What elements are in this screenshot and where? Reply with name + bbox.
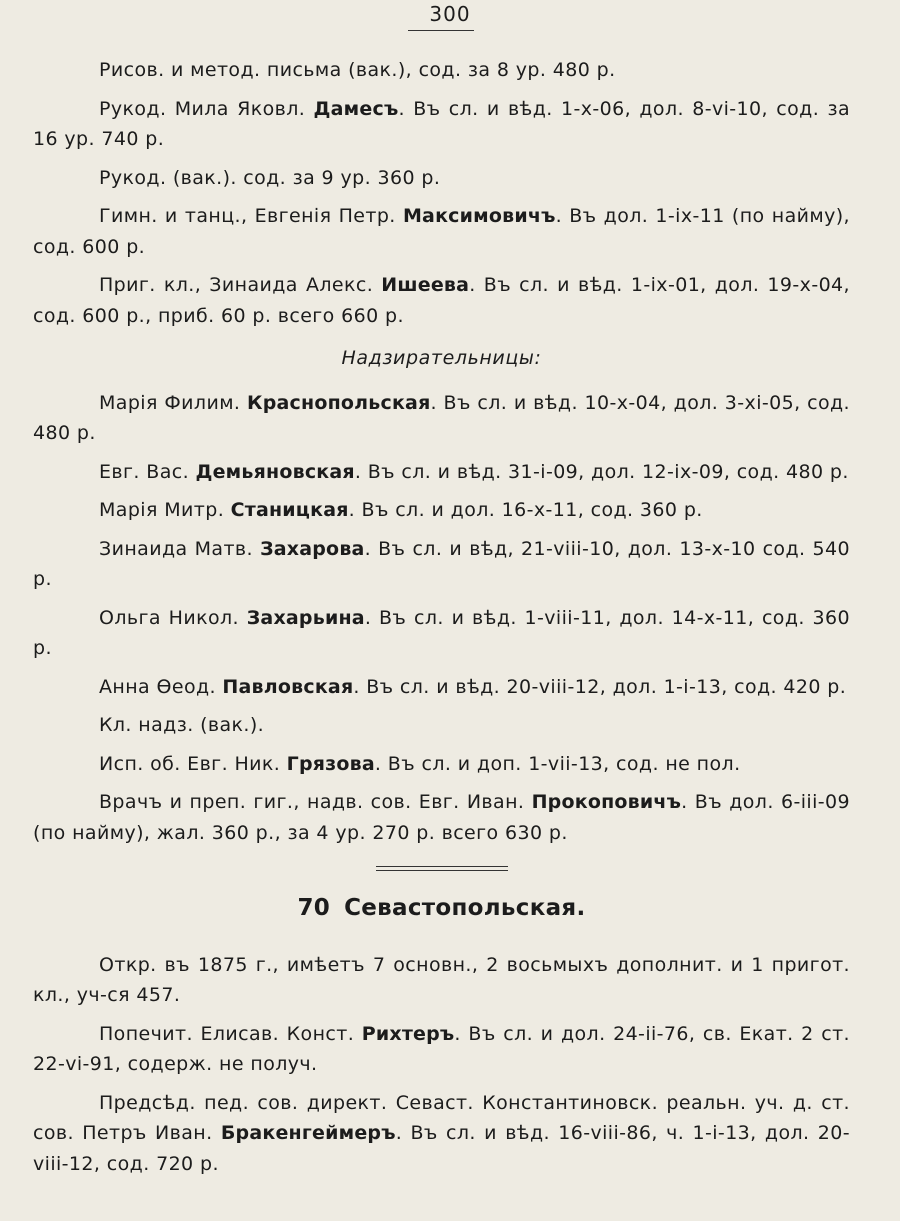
- entry-text: Гимн. и танц., Евгенія Петр.: [99, 205, 403, 227]
- section-entries: [33, 950, 850, 1180]
- entry-paragraph: [33, 1088, 850, 1180]
- person-surname: Рихтеръ: [361, 1022, 455, 1045]
- entry-details: . Въ сл. и вѣд. 1-viii-11, дол. 14-x-11, сод. 360 р.: [33, 606, 850, 659]
- entry-text: Кл. надз. (вак.).: [99, 714, 265, 736]
- person-surname: Захарова: [260, 537, 365, 560]
- person-surname: Ишеева: [381, 274, 470, 296]
- person-surname: Павловская: [222, 675, 354, 698]
- page-number: 300: [429, 2, 471, 26]
- entry-text: Предсѣд. пед. сов. директ. Севаст. Константиновск. реальн. уч. д. ст. сов. Петръ Иван.: [33, 1091, 850, 1144]
- entry-details: . Въ сл. и вѣд. 16-viii-86, ч. 1-i-13, дол. 20-viii-12, сод. 720 р.: [33, 1122, 850, 1175]
- entry-text: Евг. Вас.: [99, 460, 196, 483]
- entry-paragraph: [33, 749, 850, 780]
- entry-text: Откр. въ 1875 г., имѣетъ 7 основн., 2 восьмыхъ дополнит. и 1 пригот. кл., уч-ся 457.: [33, 953, 850, 1006]
- entry-text: Рукод. (вак.). сод. за 9 ур. 360 р.: [99, 166, 441, 189]
- section-title: Севастопольская.: [344, 895, 586, 921]
- entry-text: Приг. кл., Зинаида Алекс.: [99, 274, 382, 296]
- person-surname: Захарьина: [246, 606, 365, 629]
- entry-paragraph: [33, 457, 850, 488]
- entry-text: Врачъ и преп. гиг., надв. сов. Евг. Иван.: [99, 791, 532, 813]
- entry-text: Зинаида Матв.: [99, 537, 261, 560]
- entry-text: Анна Ѳеод.: [99, 675, 223, 698]
- entry-paragraph: [33, 55, 850, 86]
- page-number-rule: [408, 30, 474, 31]
- entry-details: . Въ сл. и вѣд. 10-x-04, дол. 3-xi-05, сод. 480 р.: [33, 391, 850, 444]
- entry-text: Ольга Никол.: [99, 606, 247, 629]
- entry-paragraph: [33, 94, 850, 155]
- person-surname: Краснопольская: [246, 391, 431, 414]
- entry-details: . Въ дол. 1-ix-11 (по найму), сод. 600 р.: [33, 205, 850, 258]
- person-surname: Демьяновская: [195, 460, 355, 483]
- entry-details: . Въ дол. 6-iii-09 (по найму), жал. 360 р., за 4 ур. 270 р. всего 630 р.: [33, 791, 851, 844]
- section-number: 70: [297, 895, 331, 921]
- entry-details: . Въ сл. и вѣд. 31-i-09, дол. 12-ix-09, сод. 480 р.: [354, 460, 849, 483]
- entry-text: Рукод. Мила Яковл.: [99, 97, 314, 120]
- staff-list: [33, 55, 850, 331]
- entry-details: . Въ сл. и вѣд. 1-x-06, дол. 8-vi-10, сод. за 16 ур. 740 р.: [33, 97, 850, 150]
- entry-text: Марія Митр.: [99, 499, 231, 521]
- entry-details: . Въ сл. и доп. 1-vii-13, сод. не пол.: [374, 752, 741, 775]
- entry-details: . Въ сл. и вѣд. 20-viii-12, дол. 1-i-13, сод. 420 р.: [353, 675, 847, 698]
- supervisors-list: [33, 388, 850, 849]
- entry-paragraph: [33, 603, 850, 664]
- entry-details: . Въ сл. и вѣд. 1-ix-01, дол. 19-x-04, сод. 600 р., приб. 60 р. всего 660 р.: [33, 274, 850, 327]
- entry-details: . Въ сл. и дол. 16-x-11, сод. 360 р.: [348, 499, 703, 521]
- entry-text: Марія Филим.: [99, 391, 247, 414]
- entry-paragraph: [33, 163, 850, 194]
- person-surname: Дамесъ: [313, 97, 399, 120]
- person-surname: Станицкая: [230, 499, 349, 521]
- entry-paragraph: [33, 201, 850, 262]
- entry-text: Рисов. и метод. письма (вак.), сод. за 8 ур. 480 р.: [99, 59, 616, 81]
- entry-details: . Въ сл. и вѣд, 21-viii-10, дол. 13-x-10 сод. 540 р.: [33, 537, 850, 590]
- entry-paragraph: [33, 388, 850, 449]
- entry-paragraph: [33, 787, 850, 848]
- page-content: [33, 55, 850, 1187]
- person-surname: Максимовичъ: [402, 205, 556, 227]
- entry-paragraph: [33, 672, 850, 703]
- person-surname: Прокоповичъ: [531, 791, 682, 813]
- entry-text: Попечит. Елисав. Конст.: [99, 1022, 362, 1045]
- entry-paragraph: [33, 710, 850, 741]
- entry-details: . Въ сл. и дол. 24-ii-76, св. Екат. 2 ст. 22-vi-91, содерж. не получ.: [33, 1022, 850, 1075]
- entry-paragraph: [33, 950, 850, 1011]
- person-surname: Грязова: [286, 752, 375, 775]
- entry-paragraph: [33, 534, 850, 595]
- supervisors-subheading: Надзирательницы:: [341, 347, 542, 369]
- section-divider: [376, 866, 508, 871]
- entry-text: Исп. об. Евг. Ник.: [99, 752, 287, 775]
- person-surname: Бракенгеймеръ: [220, 1122, 396, 1144]
- section-heading: [33, 893, 850, 924]
- entry-paragraph: [33, 270, 850, 331]
- entry-paragraph: [33, 495, 850, 526]
- entry-paragraph: [33, 1019, 850, 1080]
